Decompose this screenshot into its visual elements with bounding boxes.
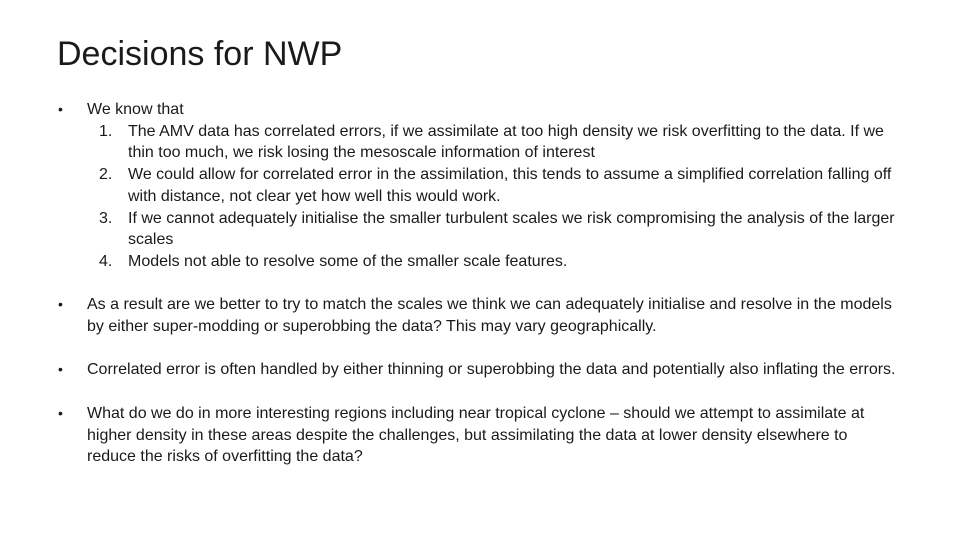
item-number: 1.	[99, 122, 113, 140]
numbered-item	[87, 121, 898, 164]
item-number: 4.	[99, 252, 113, 270]
numbered-item	[87, 208, 898, 251]
bullet-icon: •	[58, 361, 63, 378]
bullet-icon: •	[58, 404, 63, 421]
bullet-icon: •	[58, 296, 63, 313]
bullet-item	[58, 294, 898, 337]
numbered-item	[87, 164, 898, 207]
item-text: The AMV data has correlated errors, if we assimilate at too high density we risk overfitting to the data. If we thin too much, we risk losing the mesoscale information of interest	[128, 122, 884, 162]
bullet-icon: •	[58, 101, 63, 117]
bullet-text: We know that	[87, 101, 184, 118]
bullet-item	[58, 359, 898, 381]
numbered-list	[87, 121, 898, 273]
item-number: 3.	[99, 209, 113, 227]
bullet-text: What do we do in more interesting regions including near tropical cyclone – should we attempt to assimilate at higher density in these areas despite the challenges, but assimilating the data at lower density elsewhere to reduce the risks of overfitting the data?	[87, 404, 865, 466]
item-text: Models not able to resolve some of the smaller scale features.	[128, 252, 568, 270]
item-text: If we cannot adequately initialise the smaller turbulent scales we risk compromising the analysis of the larger scales	[128, 209, 895, 249]
bullet-text: Correlated error is often handled by either thinning or superobbing the data and potentially also inflating the errors.	[87, 361, 896, 379]
numbered-item	[87, 251, 898, 273]
slide-content	[58, 99, 898, 468]
item-text: We could allow for correlated error in the assimilation, this tends to assume a simplified correlation falling off with distance, not clear yet how well this would work.	[128, 166, 892, 205]
item-number: 2.	[99, 166, 113, 184]
bullet-text: As a result are we better to try to match the scales we think we can adequately initialise and resolve in the models by either super-modding or superobbing the data? This may vary geographically.	[87, 296, 892, 336]
bullet-item	[58, 99, 898, 273]
slide-title: Decisions for NWP	[57, 35, 343, 73]
bullet-item	[58, 403, 898, 468]
